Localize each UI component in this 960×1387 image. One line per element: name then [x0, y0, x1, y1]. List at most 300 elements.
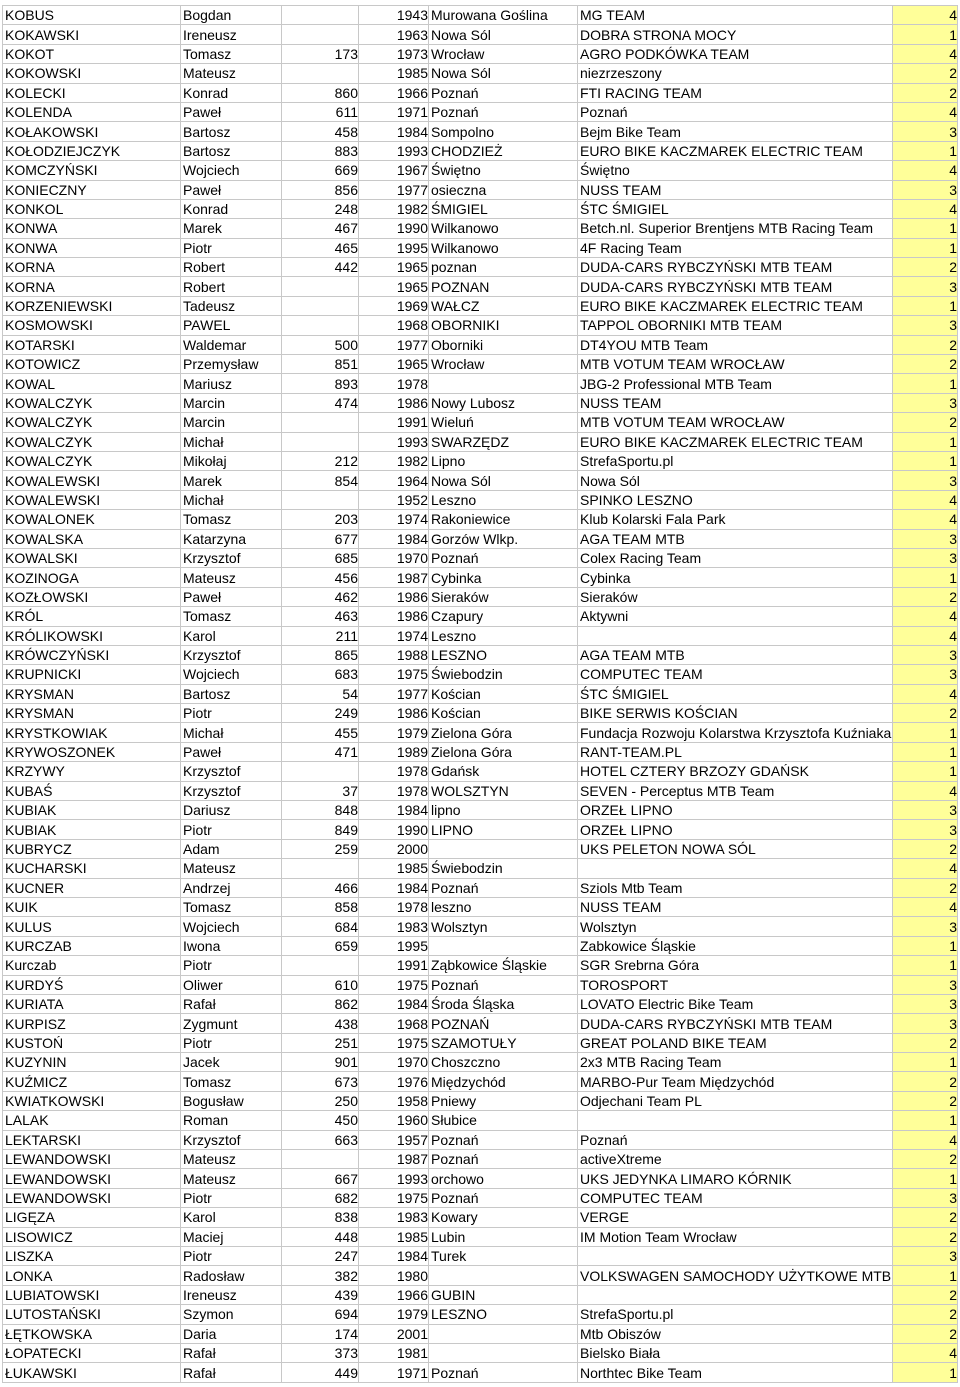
table-row [3, 1033, 958, 1052]
birth-year-cell: 1979 [359, 1305, 429, 1324]
team-cell: Poznań [578, 1130, 893, 1149]
city-cell: Poznań [429, 1363, 578, 1382]
table-row [3, 355, 958, 374]
first-name-cell: Piotr [181, 1033, 282, 1052]
category-cell: 1 [893, 956, 958, 975]
team-cell: BIKE SERWIS KOŚCIAN [578, 704, 893, 723]
table-row [3, 1150, 958, 1169]
category-cell: 3 [893, 471, 958, 490]
category-cell: 2 [893, 587, 958, 606]
category-cell: 1 [893, 238, 958, 257]
team-cell: Betch.nl. Superior Brentjens MTB Racing Team [578, 219, 893, 238]
surname-cell: LALAK [3, 1111, 181, 1130]
surname-cell: KOWALCZYK [3, 393, 181, 412]
city-cell: CHODZIEŻ [429, 141, 578, 160]
bib-number-cell [282, 413, 359, 432]
bib-number-cell: 438 [282, 1014, 359, 1033]
team-cell: UKS JEDYNKA LIMARO KÓRNIK [578, 1169, 893, 1188]
team-cell: MTB VOTUM TEAM WROCŁAW [578, 413, 893, 432]
bib-number-cell [282, 1150, 359, 1169]
city-cell: Murowana Goślina [429, 6, 578, 25]
surname-cell: KONWA [3, 238, 181, 257]
team-cell: NUSS TEAM [578, 897, 893, 916]
team-cell: JBG-2 Professional MTB Team [578, 374, 893, 393]
city-cell: Sompolno [429, 122, 578, 141]
first-name-cell: Rafał [181, 1343, 282, 1362]
city-cell: Świętno [429, 161, 578, 180]
table-row [3, 102, 958, 121]
bib-number-cell: 37 [282, 781, 359, 800]
city-cell: orchowo [429, 1169, 578, 1188]
birth-year-cell: 1978 [359, 781, 429, 800]
surname-cell: LEWANDOWSKI [3, 1169, 181, 1188]
team-cell: VOLKSWAGEN SAMOCHODY UŻYTKOWE MTB [578, 1266, 893, 1285]
birth-year-cell: 1985 [359, 64, 429, 83]
birth-year-cell: 1978 [359, 374, 429, 393]
first-name-cell: Piotr [181, 238, 282, 257]
birth-year-cell: 1977 [359, 180, 429, 199]
first-name-cell: Tomasz [181, 607, 282, 626]
team-cell: HOTEL CZTERY BRZOZY GDAŃSK [578, 762, 893, 781]
surname-cell: KUŹMICZ [3, 1072, 181, 1091]
category-cell: 4 [893, 490, 958, 509]
category-cell: 1 [893, 25, 958, 44]
category-cell: 4 [893, 199, 958, 218]
table-row [3, 1091, 958, 1110]
city-cell: Oborniki [429, 335, 578, 354]
surname-cell: KONWA [3, 219, 181, 238]
category-cell: 2 [893, 258, 958, 277]
category-cell: 1 [893, 219, 958, 238]
table-row [3, 1072, 958, 1091]
surname-cell: KUSTOŃ [3, 1033, 181, 1052]
table-row [3, 801, 958, 820]
table-row [3, 1247, 958, 1266]
bib-number-cell: 860 [282, 83, 359, 102]
surname-cell: KOZŁOWSKI [3, 587, 181, 606]
surname-cell: KOTARSKI [3, 335, 181, 354]
first-name-cell: Robert [181, 277, 282, 296]
category-cell: 2 [893, 1208, 958, 1227]
team-cell: Sziols Mtb Team [578, 878, 893, 897]
surname-cell: KRYSMAN [3, 704, 181, 723]
first-name-cell: Adam [181, 839, 282, 858]
city-cell: Poznań [429, 1188, 578, 1207]
bib-number-cell [282, 296, 359, 315]
bib-number-cell: 471 [282, 742, 359, 761]
table-row [3, 413, 958, 432]
category-cell: 3 [893, 529, 958, 548]
category-cell: 2 [893, 335, 958, 354]
birth-year-cell: 1982 [359, 199, 429, 218]
team-cell [578, 859, 893, 878]
team-cell: EURO BIKE KACZMAREK ELECTRIC TEAM [578, 432, 893, 451]
surname-cell: ŁUKAWSKI [3, 1363, 181, 1382]
city-cell: poznan [429, 258, 578, 277]
first-name-cell: Waldemar [181, 335, 282, 354]
team-cell: StrefaSportu.pl [578, 451, 893, 470]
city-cell: ŚMIGIEL [429, 199, 578, 218]
team-cell: niezrzeszony [578, 64, 893, 83]
bib-number-cell: 251 [282, 1033, 359, 1052]
surname-cell: KOWALCZYK [3, 432, 181, 451]
first-name-cell: Tomasz [181, 1072, 282, 1091]
first-name-cell: Mateusz [181, 1169, 282, 1188]
birth-year-cell: 1975 [359, 1188, 429, 1207]
surname-cell: KORNA [3, 258, 181, 277]
city-cell: Sieraków [429, 587, 578, 606]
table-row [3, 568, 958, 587]
birth-year-cell: 1981 [359, 1343, 429, 1362]
category-cell: 1 [893, 432, 958, 451]
surname-cell: KRYSTKOWIAK [3, 723, 181, 742]
category-cell: 3 [893, 801, 958, 820]
birth-year-cell: 1993 [359, 1169, 429, 1188]
category-cell: 1 [893, 451, 958, 470]
team-cell: TOROSPORT [578, 975, 893, 994]
surname-cell: LIGĘZA [3, 1208, 181, 1227]
birth-year-cell: 1983 [359, 917, 429, 936]
city-cell: Kościan [429, 704, 578, 723]
team-cell: Colex Racing Team [578, 548, 893, 567]
category-cell: 4 [893, 6, 958, 25]
team-cell: Klub Kolarski Fala Park [578, 510, 893, 529]
bib-number-cell: 682 [282, 1188, 359, 1207]
bib-number-cell: 467 [282, 219, 359, 238]
table-row [3, 723, 958, 742]
first-name-cell: Zygmunt [181, 1014, 282, 1033]
category-cell: 3 [893, 316, 958, 335]
surname-cell: KUCNER [3, 878, 181, 897]
team-cell: NUSS TEAM [578, 180, 893, 199]
surname-cell: KONIECZNY [3, 180, 181, 199]
team-cell: Sieraków [578, 587, 893, 606]
bib-number-cell: 442 [282, 258, 359, 277]
bib-number-cell: 203 [282, 510, 359, 529]
bib-number-cell: 450 [282, 1111, 359, 1130]
category-cell: 1 [893, 762, 958, 781]
category-cell: 3 [893, 1247, 958, 1266]
surname-cell: LUTOSTAŃSKI [3, 1305, 181, 1324]
table-row [3, 1305, 958, 1324]
city-cell: lipno [429, 801, 578, 820]
table-row [3, 64, 958, 83]
city-cell: Leszno [429, 626, 578, 645]
surname-cell: KULUS [3, 917, 181, 936]
table-row [3, 626, 958, 645]
birth-year-cell: 1952 [359, 490, 429, 509]
surname-cell: KURDYŚ [3, 975, 181, 994]
birth-year-cell: 1984 [359, 529, 429, 548]
bib-number-cell: 173 [282, 44, 359, 63]
surname-cell: LEWANDOWSKI [3, 1188, 181, 1207]
first-name-cell: Krzysztof [181, 762, 282, 781]
surname-cell: KRÓLIKOWSKI [3, 626, 181, 645]
team-cell: COMPUTEC TEAM [578, 665, 893, 684]
surname-cell: KOWALSKA [3, 529, 181, 548]
team-cell [578, 1111, 893, 1130]
first-name-cell: Mariusz [181, 374, 282, 393]
category-cell: 3 [893, 122, 958, 141]
bib-number-cell: 249 [282, 704, 359, 723]
birth-year-cell: 1978 [359, 762, 429, 781]
birth-year-cell: 1957 [359, 1130, 429, 1149]
surname-cell: KOLECKI [3, 83, 181, 102]
table-row [3, 180, 958, 199]
city-cell: Cybinka [429, 568, 578, 587]
birth-year-cell: 1975 [359, 665, 429, 684]
birth-year-cell: 1960 [359, 1111, 429, 1130]
surname-cell: KOSMOWSKI [3, 316, 181, 335]
participants-table [2, 5, 958, 1383]
table-row [3, 83, 958, 102]
table-row [3, 645, 958, 664]
first-name-cell: Krzysztof [181, 645, 282, 664]
birth-year-cell: 1984 [359, 801, 429, 820]
birth-year-cell: 2001 [359, 1324, 429, 1343]
birth-year-cell: 1982 [359, 451, 429, 470]
bib-number-cell: 247 [282, 1247, 359, 1266]
birth-year-cell: 1969 [359, 296, 429, 315]
surname-cell: LONKA [3, 1266, 181, 1285]
bib-number-cell: 856 [282, 180, 359, 199]
bib-number-cell [282, 25, 359, 44]
bib-number-cell: 474 [282, 393, 359, 412]
category-cell: 4 [893, 1343, 958, 1362]
category-cell: 3 [893, 820, 958, 839]
team-cell [578, 626, 893, 645]
surname-cell: KURIATA [3, 994, 181, 1013]
team-cell: StrefaSportu.pl [578, 1305, 893, 1324]
city-cell: Poznań [429, 975, 578, 994]
first-name-cell: Katarzyna [181, 529, 282, 548]
birth-year-cell: 1987 [359, 568, 429, 587]
table-row [3, 490, 958, 509]
surname-cell: KOMCZYŃSKI [3, 161, 181, 180]
bib-number-cell: 449 [282, 1363, 359, 1382]
team-cell: MTB VOTUM TEAM WROCŁAW [578, 355, 893, 374]
category-cell: 2 [893, 355, 958, 374]
first-name-cell: Karol [181, 626, 282, 645]
city-cell [429, 1266, 578, 1285]
city-cell: Czapury [429, 607, 578, 626]
table-row [3, 1227, 958, 1246]
table-row [3, 897, 958, 916]
surname-cell: KUCHARSKI [3, 859, 181, 878]
surname-cell: KOWALONEK [3, 510, 181, 529]
table-row [3, 1208, 958, 1227]
first-name-cell: Tadeusz [181, 296, 282, 315]
table-row [3, 548, 958, 567]
team-cell: EURO BIKE KACZMAREK ELECTRIC TEAM [578, 296, 893, 315]
first-name-cell: Szymon [181, 1305, 282, 1324]
bib-number-cell: 500 [282, 335, 359, 354]
bib-number-cell: 685 [282, 548, 359, 567]
bib-number-cell: 611 [282, 102, 359, 121]
surname-cell: ŁOPATECKI [3, 1343, 181, 1362]
team-cell: DOBRA STRONA MOCY [578, 25, 893, 44]
bib-number-cell [282, 6, 359, 25]
table-row [3, 510, 958, 529]
team-cell: FTI RACING TEAM [578, 83, 893, 102]
birth-year-cell: 1975 [359, 975, 429, 994]
city-cell: LESZNO [429, 1305, 578, 1324]
birth-year-cell: 1988 [359, 645, 429, 664]
table-row [3, 684, 958, 703]
birth-year-cell: 1993 [359, 141, 429, 160]
bib-number-cell: 458 [282, 122, 359, 141]
surname-cell: KOKAWSKI [3, 25, 181, 44]
city-cell: Gorzów Wlkp. [429, 529, 578, 548]
team-cell: TAPPOL OBORNIKI MTB TEAM [578, 316, 893, 335]
category-cell: 4 [893, 161, 958, 180]
table-row [3, 762, 958, 781]
surname-cell: KRYWOSZONEK [3, 742, 181, 761]
bib-number-cell: 462 [282, 587, 359, 606]
first-name-cell: Robert [181, 258, 282, 277]
surname-cell: KUBIAK [3, 820, 181, 839]
birth-year-cell: 1970 [359, 1053, 429, 1072]
table-body [3, 6, 958, 1383]
surname-cell: LUBIATOWSKI [3, 1285, 181, 1304]
first-name-cell: Paweł [181, 102, 282, 121]
first-name-cell: Krzysztof [181, 1130, 282, 1149]
city-cell: Nowa Sól [429, 64, 578, 83]
bib-number-cell [282, 277, 359, 296]
birth-year-cell: 1985 [359, 1227, 429, 1246]
birth-year-cell: 1971 [359, 102, 429, 121]
birth-year-cell: 1990 [359, 219, 429, 238]
first-name-cell: Wojciech [181, 917, 282, 936]
bib-number-cell: 466 [282, 878, 359, 897]
team-cell: DUDA-CARS RYBCZYŃSKI MTB TEAM [578, 1014, 893, 1033]
surname-cell: KUBRYCZ [3, 839, 181, 858]
birth-year-cell: 1965 [359, 355, 429, 374]
bib-number-cell: 858 [282, 897, 359, 916]
category-cell: 2 [893, 1033, 958, 1052]
birth-year-cell: 1993 [359, 432, 429, 451]
first-name-cell: Maciej [181, 1227, 282, 1246]
category-cell: 1 [893, 1266, 958, 1285]
bib-number-cell: 883 [282, 141, 359, 160]
first-name-cell: Roman [181, 1111, 282, 1130]
surname-cell: KOWALCZYK [3, 413, 181, 432]
first-name-cell: PAWEL [181, 316, 282, 335]
birth-year-cell: 1968 [359, 316, 429, 335]
first-name-cell: Tomasz [181, 897, 282, 916]
category-cell: 1 [893, 1111, 958, 1130]
bib-number-cell [282, 762, 359, 781]
bib-number-cell: 677 [282, 529, 359, 548]
city-cell: Poznań [429, 878, 578, 897]
bib-number-cell [282, 956, 359, 975]
table-row [3, 1266, 958, 1285]
first-name-cell: Bartosz [181, 141, 282, 160]
category-cell: 3 [893, 548, 958, 567]
category-cell: 3 [893, 645, 958, 664]
table-row [3, 1053, 958, 1072]
birth-year-cell: 1968 [359, 1014, 429, 1033]
first-name-cell: Michał [181, 432, 282, 451]
first-name-cell: Przemysław [181, 355, 282, 374]
city-cell: Zielona Góra [429, 723, 578, 742]
city-cell: Świebodzin [429, 665, 578, 684]
team-cell: NUSS TEAM [578, 393, 893, 412]
category-cell: 2 [893, 64, 958, 83]
first-name-cell: Iwona [181, 936, 282, 955]
surname-cell: LISOWICZ [3, 1227, 181, 1246]
team-cell: Wolsztyn [578, 917, 893, 936]
bib-number-cell: 684 [282, 917, 359, 936]
category-cell: 3 [893, 1014, 958, 1033]
surname-cell: LEWANDOWSKI [3, 1150, 181, 1169]
birth-year-cell: 1967 [359, 161, 429, 180]
team-cell: Bejm Bike Team [578, 122, 893, 141]
table-row [3, 25, 958, 44]
table-row [3, 44, 958, 63]
category-cell: 2 [893, 878, 958, 897]
team-cell: Bielsko Biała [578, 1343, 893, 1362]
city-cell: Lubin [429, 1227, 578, 1246]
city-cell: OBORNIKI [429, 316, 578, 335]
bib-number-cell: 659 [282, 936, 359, 955]
category-cell: 4 [893, 684, 958, 703]
birth-year-cell: 1977 [359, 335, 429, 354]
category-cell: 2 [893, 1091, 958, 1110]
category-cell: 2 [893, 704, 958, 723]
city-cell: Lipno [429, 451, 578, 470]
birth-year-cell: 1991 [359, 956, 429, 975]
first-name-cell: Bogdan [181, 6, 282, 25]
bib-number-cell: 694 [282, 1305, 359, 1324]
first-name-cell: Marcin [181, 413, 282, 432]
city-cell: Choszczno [429, 1053, 578, 1072]
table-row [3, 859, 958, 878]
team-cell: Northtec Bike Team [578, 1363, 893, 1382]
bib-number-cell: 250 [282, 1091, 359, 1110]
surname-cell: KONKOL [3, 199, 181, 218]
birth-year-cell: 1974 [359, 510, 429, 529]
bib-number-cell: 667 [282, 1169, 359, 1188]
team-cell: Poznań [578, 102, 893, 121]
category-cell: 3 [893, 917, 958, 936]
birth-year-cell: 1991 [359, 413, 429, 432]
first-name-cell: Marek [181, 219, 282, 238]
first-name-cell: Wojciech [181, 161, 282, 180]
bib-number-cell: 382 [282, 1266, 359, 1285]
category-cell: 2 [893, 1072, 958, 1091]
bib-number-cell: 610 [282, 975, 359, 994]
city-cell: POZNAN [429, 277, 578, 296]
city-cell: Wrocław [429, 355, 578, 374]
table-row [3, 820, 958, 839]
first-name-cell: Michał [181, 723, 282, 742]
first-name-cell: Paweł [181, 180, 282, 199]
city-cell: Międzychód [429, 1072, 578, 1091]
table-row [3, 1130, 958, 1149]
table-row [3, 219, 958, 238]
birth-year-cell: 1995 [359, 238, 429, 257]
birth-year-cell: 1964 [359, 471, 429, 490]
category-cell: 2 [893, 839, 958, 858]
bib-number-cell: 838 [282, 1208, 359, 1227]
table-row [3, 742, 958, 761]
city-cell: Nowy Lubosz [429, 393, 578, 412]
table-row [3, 1188, 958, 1207]
category-cell: 1 [893, 296, 958, 315]
category-cell: 1 [893, 723, 958, 742]
birth-year-cell: 1984 [359, 122, 429, 141]
